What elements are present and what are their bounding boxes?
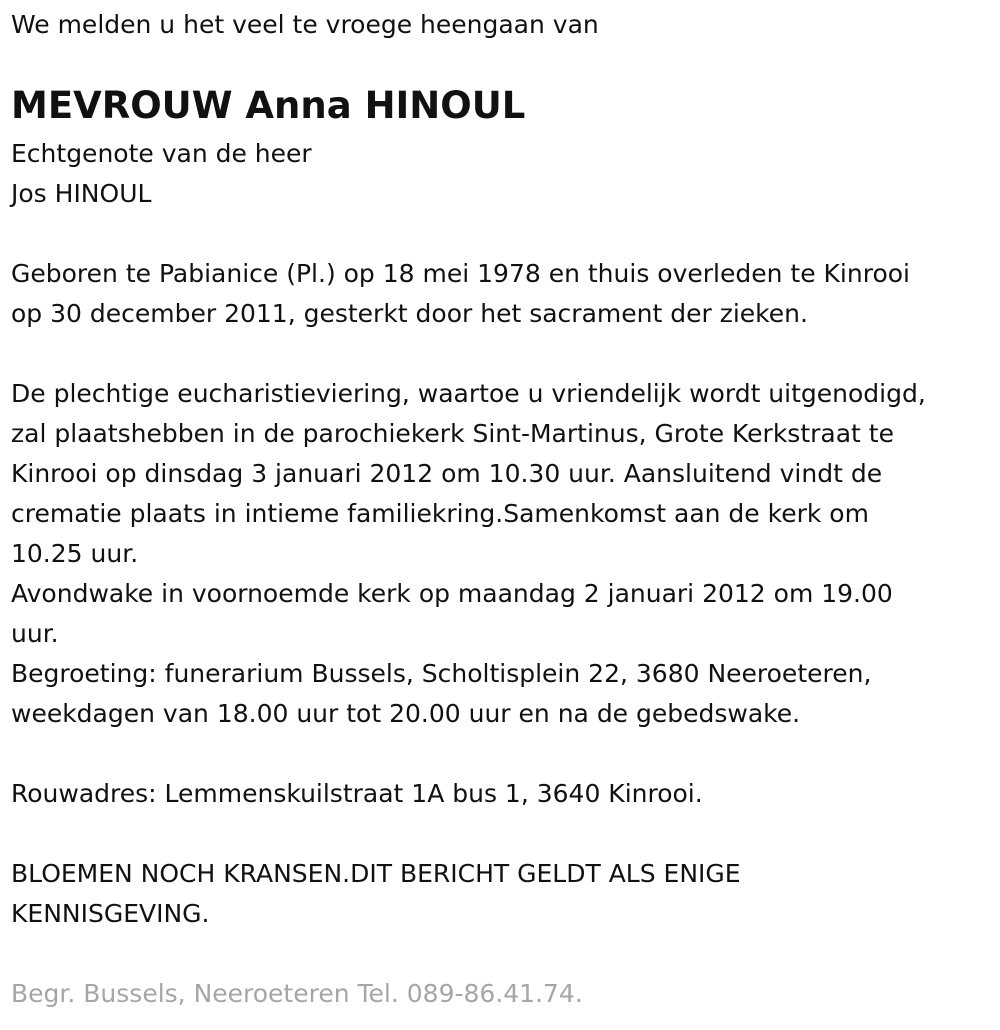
flowers-notice <box>11 854 741 934</box>
paragraph-line: De plechtige eucharistieviering, waartoe u vriendelijk wordt uitgenodigd, <box>11 379 926 408</box>
paragraph-line: zal plaatshebben in de parochiekerk Sint-Martinus, Grote Kerkstraat te <box>11 419 894 448</box>
mourning-address <box>11 774 703 814</box>
paragraph-line: Kinrooi op dinsdag 3 januari 2012 om 10.30 uur. Aansluitend vindt de <box>11 459 883 488</box>
funeral-home-footer <box>11 974 583 1014</box>
paragraph-line: crematie plaats in intieme familiekring.Samenkomst aan de kerk om <box>11 499 869 528</box>
paragraph-line: 10.25 uur. <box>11 539 139 568</box>
service-paragraph <box>11 374 926 734</box>
paragraph-line: op 30 december 2011, gesterkt door het sacrament der zieken. <box>11 299 808 328</box>
deceased-name: MEVROUW Anna HINOUL <box>11 84 526 127</box>
birth-death-paragraph <box>11 254 910 334</box>
spouse-block <box>11 134 312 214</box>
paragraph-line: Avondwake in voornoemde kerk op maandag 2 januari 2012 om 19.00 <box>11 579 893 608</box>
paragraph-line: Geboren te Pabianice (Pl.) op 18 mei 1978 en thuis overleden te Kinrooi <box>11 259 910 288</box>
spouse-name: Jos HINOUL <box>11 179 152 208</box>
intro-text: We melden u het veel te vroege heengaan van <box>11 10 599 39</box>
notice-line: BLOEMEN NOCH KRANSEN.DIT BERICHT GELDT ALS ENIGE <box>11 859 741 888</box>
paragraph-line: weekdagen van 18.00 uur tot 20.00 uur en na de gebedswake. <box>11 699 801 728</box>
address-line: Rouwadres: Lemmenskuilstraat 1A bus 1, 3640 Kinrooi. <box>11 779 703 808</box>
paragraph-line: Begroeting: funerarium Bussels, Scholtisplein 22, 3680 Neeroeteren, <box>11 659 872 688</box>
paragraph-line: uur. <box>11 619 59 648</box>
footer-line: Begr. Bussels, Neeroeteren Tel. 089-86.41.74. <box>11 979 583 1008</box>
spouse-line: Echtgenote van de heer <box>11 139 312 168</box>
notice-line: KENNISGEVING. <box>11 899 210 928</box>
